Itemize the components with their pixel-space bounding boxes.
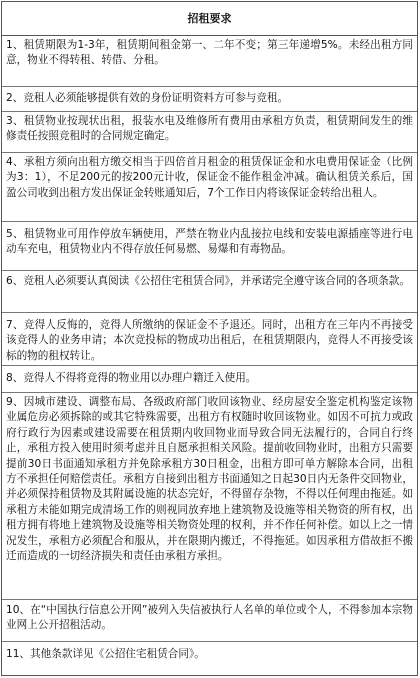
requirement-item-1: 1、租赁期限为1-3年，租赁期间租金第一、二年不变；第三年递增5%。未经出租方同意，物业不得转租、转借、分租。 [2, 36, 417, 87]
requirement-item-8: 8、竞得人不得将竞得的物业用以办理户籍迁入使用。 [2, 366, 417, 393]
requirement-item-3: 3、租赁物业按现状出租，报装水电及维修所有费用由承租方负责，租赁期间发生的维修责任按照竞租时的合同规定确定。 [2, 112, 417, 153]
requirement-item-11: 11、其他条款详见《公招住宅租赁合同》。 [6, 648, 205, 660]
requirement-item-4: 4、承租方须向出租方缴交相当于四倍首月租金的租赁保证金和水电费用保证金（比例为3：1），不足200元的按200元计收，保证金不能作租金冲减。确认租赁关系后，国盈公司收到出租方发出保证金转账通知后，7个工作日内将该保证金转给出租人。 [2, 153, 417, 222]
requirement-item-9: 9、因城市建设、调整布局、各级政府部门收回该物业、经房屋安全鉴定机构鉴定该物业属危房必须拆除的或其它特殊需要，出租方有权随时收回该物业。如因不可抗力或政府行政行为因素或建设需要在租赁期内收回物业而导致合同无法履行的，合同自行终止，承租方投入使用时须考虑并且自愿承担相关风险。提前收回物业时，出租方只需要提前30日书面通知承租方并免除承租方30日租金，出租方即可单方解除本合同，出租方不承担任何赔偿责任。承租方自接到出租方书面通知之日起30日内无条件交回物业，并必须保持租赁物及其附属设施的状态完好，不得留存杂物，不得以任何理由拖延。如承租方未能如期完成清场工作的则视同放弃地上建筑物及设施等相关物资的所有权，出租方拥有将地上建筑物及设施等相关物资处理的权利，并不作任何补偿。如以上之一情况发生，承租方必须配合和服从，并在限期内搬迁，不得拖延。如因承租方借故拒不搬迁而造成的一切经济损失和责任由承租方承担。 [2, 393, 417, 600]
requirement-item-2: 2、竞租人必须能够提供有效的身份证明资料方可参与竞租。 [2, 87, 417, 112]
requirement-item-5: 5、租赁物业可用作停放车辆使用，严禁在物业内乱接拉电线和安装电源插座等进行电动车充电，租赁物业内不得存放任何易燃、易爆和有毒物品。 [2, 222, 417, 271]
table-title: 招租要求 [2, 2, 417, 36]
requirement-item-10: 10、在“中国执行信息公开网”被列入失信被执行人名单的单位或个人，不得参加本宗物业网上公开招租活动。 [2, 600, 417, 642]
requirements-table [1, 1, 418, 676]
requirement-item-6: 6、竞租人必须要认真阅读《公招住宅租赁合同》，并承诺完全遵守该合同的各项条款。 [2, 271, 417, 313]
requirement-item-7: 7、竞得人反悔的，竞得人所缴纳的保证金不予退还。同时，出租方在三年内不再接受该竞得人的业务申请；本次竞投标的物成功出租后，在租赁期限内，竞得人不再接受该标的物的租权转让。 [2, 313, 417, 366]
